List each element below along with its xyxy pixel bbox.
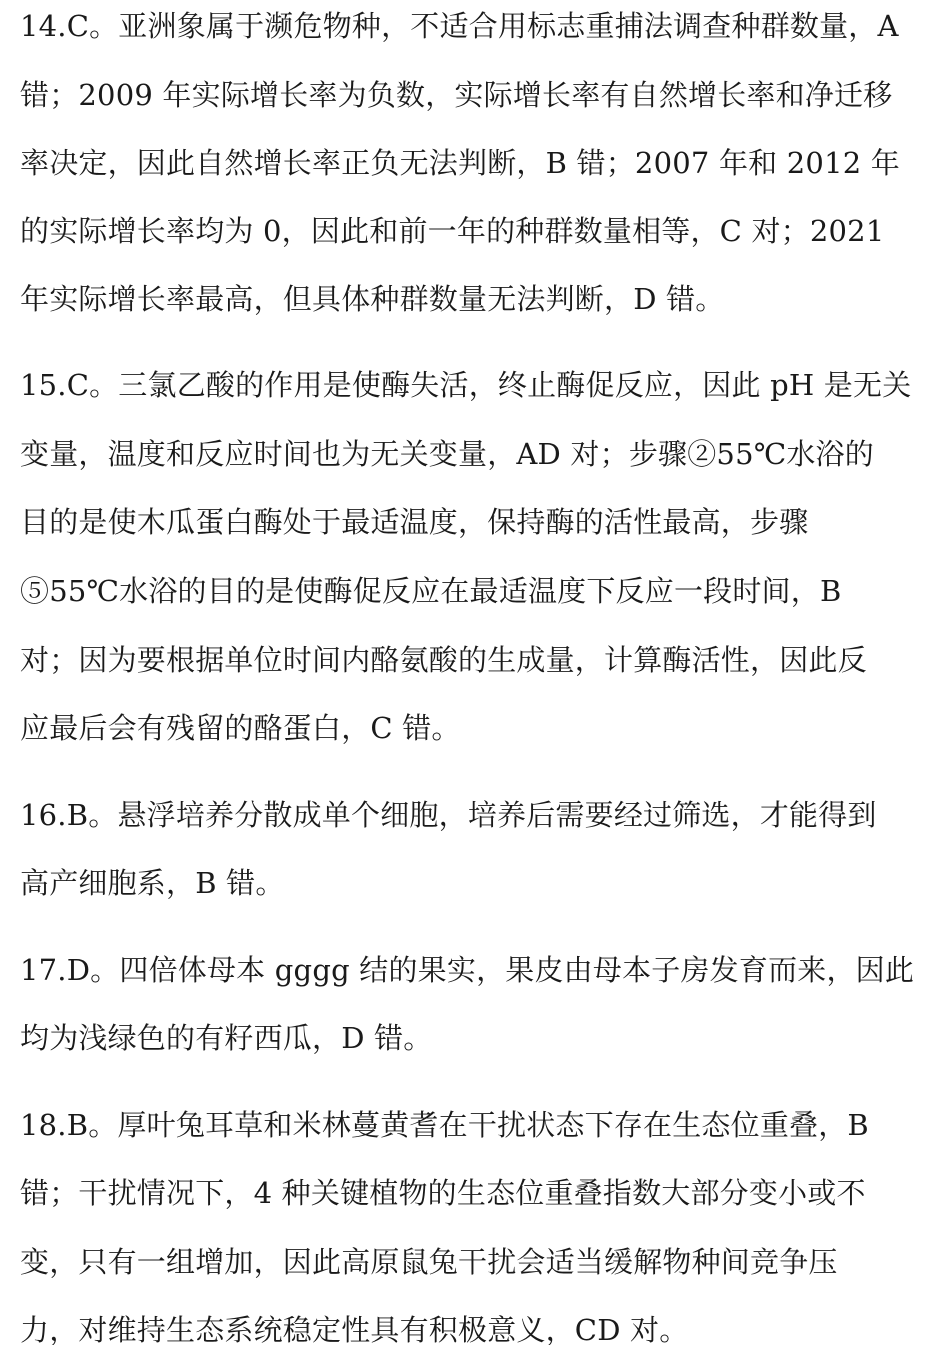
answer-17-line-1: 17.D。四倍体母本 gggg 结的果实，果皮由母本子房发育而来，因此 xyxy=(20,953,915,987)
answer-15-line-4: ⑤55℃水浴的目的是使酶促反应在最适温度下反应一段时间，B xyxy=(20,574,842,608)
answer-16-line-1: 16.B。悬浮培养分散成单个细胞，培养后需要经过筛选，才能得到 xyxy=(20,798,877,832)
answer-15-line-2: 变量，温度和反应时间也为无关变量，AD 对；步骤②55℃水浴的 xyxy=(20,437,874,471)
answer-14-line-5: 年实际增长率最高，但具体种群数量无法判断，D 错。 xyxy=(20,282,725,316)
answer-14-line-2: 错；2009 年实际增长率为负数，实际增长率有自然增长率和净迁移 xyxy=(20,78,893,112)
answer-15-line-1: 15.C。三氯乙酸的作用是使酶失活，终止酶促反应，因此 pH 是无关 xyxy=(20,368,912,402)
answer-17-line-2: 均为浅绿色的有籽西瓜，D 错。 xyxy=(20,1021,433,1055)
answer-15-line-3: 目的是使木瓜蛋白酶处于最适温度，保持酶的活性最高，步骤 xyxy=(20,505,809,539)
answer-18-line-3: 变，只有一组增加，因此高原鼠兔干扰会适当缓解物种间竞争压 xyxy=(20,1245,838,1279)
answer-18-line-2: 错；干扰情况下，4 种关键植物的生态位重叠指数大部分变小或不 xyxy=(20,1176,866,1210)
answer-18-line-4: 力，对维持生态系统稳定性具有积极意义，CD 对。 xyxy=(20,1313,689,1345)
answer-16-line-2: 高产细胞系，B 错。 xyxy=(20,866,285,900)
answer-14-line-4: 的实际增长率均为 0，因此和前一年的种群数量相等，C 对；2021 xyxy=(20,214,885,248)
answer-14-line-3: 率决定，因此自然增长率正负无法判断，B 错；2007 年和 2012 年 xyxy=(20,146,900,180)
answer-15-line-5: 对；因为要根据单位时间内酪氨酸的生成量，计算酶活性，因此反 xyxy=(20,643,867,677)
answer-18-line-1: 18.B。厚叶兔耳草和米林蔓黄耆在干扰状态下存在生态位重叠，B xyxy=(20,1108,869,1142)
answer-14-line-1: 14.C。亚洲象属于濒危物种，不适合用标志重捕法调查种群数量，A xyxy=(20,9,899,43)
answer-15-line-6: 应最后会有残留的酪蛋白，C 错。 xyxy=(20,711,461,745)
